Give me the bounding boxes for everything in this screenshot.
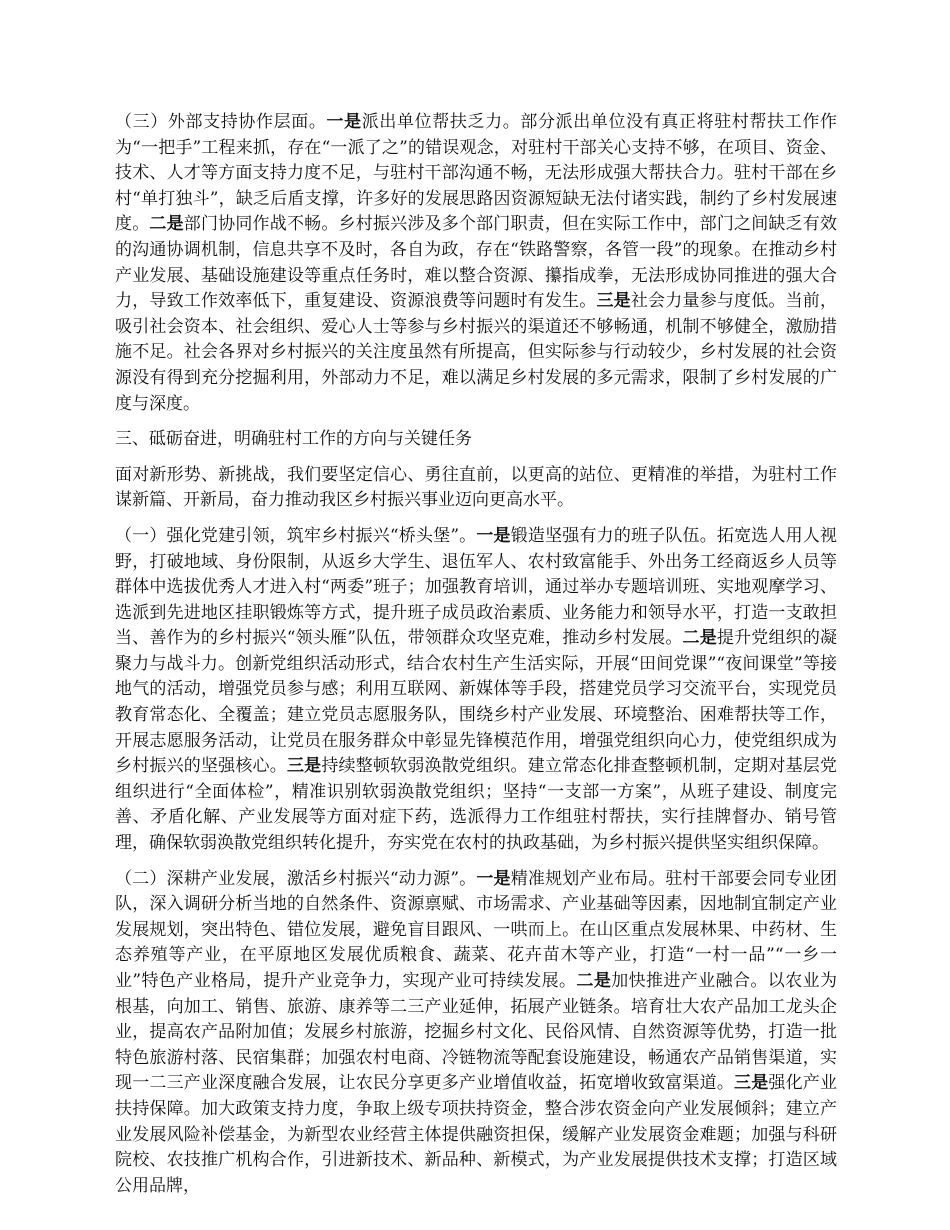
bold-marker: 二是 [576,971,612,991]
document-body [115,110,837,1209]
text-span: 精准规划产业布局。驻村干部要会同专业团队，深入调研分析当地的自然条件、资源禀赋、市场需求、产业基础等因素，因地制宜制定产业发展规划，突出特色、错位发展，避免盲目跟风、一哄而上。在山区重点发展林果、中药材、生态养殖等产业，在平原地区发展优质粮食、蔬菜、花卉苗木等产业，打造“一村一品”“一乡一业”特色产业格局，提升产业竞争力，实现产业可持续发展。 [115,868,838,991]
text-span: （二）深耕产业发展，激活乡村振兴“动力源”。 [115,868,477,889]
paragraph-intro [115,463,837,514]
text-span: 持续整顿软弱涣散党组织。建立常态化排查整顿机制，定期对基层党组织进行“全面体检”，精准识别软弱涣散党组织；坚持“一支部一方案”，从班子建设、制度完善、矛盾化解、产业发展等方面对症下药，选派得力工作组驻村帮扶，实行挂牌督办、销号管理，确保软弱涣散党组织转化提升，夯实党在农村的执政基础，为乡村振兴提供坚实组织保障。 [115,756,838,854]
bold-marker: 一是 [476,525,511,546]
section-heading-three [115,427,837,453]
bold-marker: 三是 [734,1073,769,1094]
text-span: 加快推进产业融合。以农业为根基，向加工、销售、旅游、康养等二三产业延伸，拓展产业链条。培育壮大农产品加工龙头企业，提高农产品附加值；发展乡村旅游，挖掘乡村文化、民俗风情、自然资源等优势，打造一批特色旅游村落、民宿集群；加强农村电商、冷链物流等配套设施建设，畅通农产品销售渠道，实现一二三产业深度融合发展，让农民分享更多产业增值收益，拓宽增收致富渠道。 [115,971,837,1094]
text-span: （一）强化党建引领，筑牢乡村振兴“桥头堡”。 [115,525,477,546]
text-span: 部门协同作战不畅。乡村振兴涉及多个部门职责，但在实际工作中，部门之间缺乏有效的沟通协调机制，信息共享不及时，各自为政，存在“铁路警察，各管一段”的现象。在推动乡村产业发展、基础设施建设等重点任务时，难以整合资源、攥指成拳，无法形成协同推进的强大合力，导致工作效率低下，重复建设、资源浪费等问题时有发生。 [115,214,837,312]
text-span: 强化产业扶持保障。加大政策支持力度，争取上级专项扶持资金，整合涉农资金向产业发展倾斜；建立产业发展风险补偿基金，为新型农业经营主体提供融资担保，缓解产业发展资金难题；加强与科研院校、农技推广机构合作，引进新技术、新品种、新模式，为产业发展提供技术支撑；打造区域公用品牌， [115,1073,838,1196]
text-span: 派出单位帮扶乏力。部分派出单位没有真正将驻村帮扶工作作为“一把手”工程来抓，存在“一派了之”的错误观念，对驻村干部关心支持不够，在项目、资金、技术、人才等方面支持力度不足，与驻村干部沟通不畅，无法形成强大帮扶合力。驻村干部在乡村“单打独斗”，缺乏后盾支撑，许多好的发展思路因资源短缺无法付诸实践，制约了乡村发展速度。 [115,112,837,235]
text-span: 面对新形势、新挑战，我们要坚定信心、勇往直前，以更高的站位、更精准的举措，为驻村工作谋新篇、开新局，奋力推动我区乡村振兴事业迈向更高水平。 [115,464,837,511]
text-span: 提升党组织的凝聚力与战斗力。创新党组织活动形式，结合农村生产生活实际，开展“田间党课”“夜间课堂”等接地气的活动，增强党员参与感；利用互联网、新媒体等手段，搭建党员学习交流平台，实现党员教育常态化、全覆盖；建立党员志愿服务队，围绕乡村产业发展、环境整治、困难帮扶等工作，开展志愿服务活动，让党员在服务群众中彰显先锋模范作用，增强党组织向心力，使党组织成为乡村振兴的坚强核心。 [115,628,838,777]
bold-marker: 二是 [682,628,717,649]
text-span: （三）外部支持协作层面。 [115,112,327,132]
text-span: 社会力量参与度低。当前，吸引社会资本、社会组织、爱心人士等参与乡村振兴的渠道还不够畅通，机制不够健全，激励措施不足。社会各界对乡村振兴的关注度虽然有所提高，但实际参与行动较少，乡村发展的社会资源没有得到充分挖掘利用，外部动力不足，难以满足乡村发展的多元需求，限制了乡村发展的广度与深度。 [115,291,838,414]
bold-marker: 一是 [326,112,362,132]
paragraph-industry-development [115,867,837,1200]
bold-marker: 二是 [149,214,184,235]
bold-marker: 一是 [476,868,511,889]
heading-text: 三、砥砺奋进，明确驻村工作的方向与关键任务 [115,429,472,450]
paragraph-external-support [115,110,837,417]
bold-marker: 三是 [596,291,631,312]
bold-marker: 三是 [286,756,322,777]
text-span: 锻造坚强有力的班子队伍。拓宽选人用人视野，打破地域、身份限制，从返乡大学生、退伍军人、农村致富能手、外出务工经商返乡人员等群体中选拔优秀人才进入村“两委”班子；加强教育培训，通过举办专题培训班、实地观摩学习、选派到先进地区挂职锻炼等方式，提升班子成员政治素质、业务能力和领导水平，打造一支敢担当、善作为的乡村振兴“领头雁”队伍，带领群众攻坚克难，推动乡村发展。 [115,525,838,649]
paragraph-party-building [115,524,837,857]
